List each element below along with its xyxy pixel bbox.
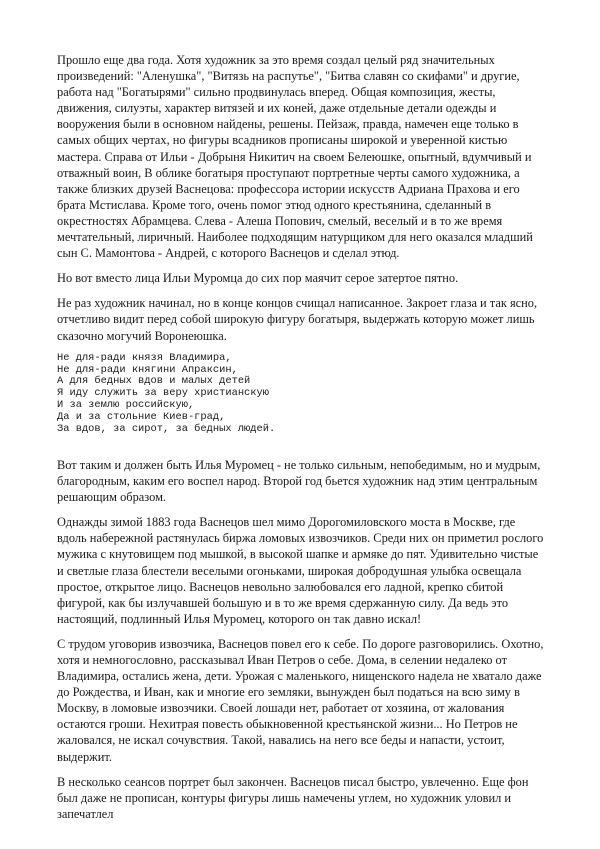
paragraph-5: Однажды зимой 1883 года Васнецов шел мимо Дорогомиловского моста в Москве, где вдоль набережной растянулась биржа ломовых извозчиков. Среди них он приметил рослого мужика с кнутовищем под мышкой, в высокой шапке и армяке до пят. Удивительно чистые и светлые глаза блестели веселыми огоньками, широкая добродушная улыбка освещала простое, открытое лицо. Васнецов невольно залюбовался его ладной, крепко сбитой фигурой, как бы излучавшей большую и в то же время сдержанную силу. Да ведь это настоящий, подлинный Илья Муромец, которого он так давно искал! bbox=[57, 515, 544, 626]
paragraph-6: С трудом уговорив извозчика, Васнецов повел его к себе. По дороге разговорились. Охотно, хотя и немногословно, рассказывал Иван Петров о себе. Дома, в селении недалеко от Владимира, остались жена, дети. Урожая с маленького, нищенского надела не хватало даже до Рождества, и Иван, как и многие его земляки, вынужден был податься на всю зиму в Москву, в ломовые извозчики. Своей лошади нет, работает от хозяина, от жалования остаются гроши. Нехитрая повесть обыкновенной крестьянской жизни... Но Петров не жаловался, не искал сочувствия. Такой, навались на него все беды и напасти, устоит, выдержит. bbox=[57, 636, 544, 764]
paragraph-3: Не раз художник начинал, но в конце концов счищал написанное. Закроет глаза и так ясно, отчетливо видит перед собой широкую фигуру богатыря, выдержать которую может лишь сказочно могучий Воронеюшка. bbox=[57, 296, 538, 343]
poem-line: Не для-ради князя Владимира, bbox=[57, 351, 232, 364]
paragraph-1: Прошло еще два года. Хотя художник за это время создал целый ряд значительных произведений: "Аленушка", "Витязь на распутье", "Битва славян со скифами" и другие, работа над "Богатырями" сильно продвинулась вперед. Общая композиция, жесты, движения, силуэты, характер витязей и их коней, даже отдельные детали одежды и вооружения были в основном найдены, решены. Пейзаж, правда, намечен еще только в самых общих чертах, но фигуры всадников прописаны широкой и уверенной кистью мастера. Справа от Ильи - Добрыня Никитич на своем Белеюшке, опытный, вдумчивый и отважный воин, В облике богатыря проступают портретные черты самого художника, а также близких друзей Васнецова: профессора истории искусств Адриана Прахова и его брата Мстислава. Кроме того, очень помог этюд одного крестьянина, сделанный в окрестностях Абрамцева. Слева - Алеша Попович, смелый, веселый и в то же время мечтательный, лиричный. Наиболее подходящим натурщиком для него оказался младший сын С. Мамонтова - Андрей, с которого Васнецов и сделал этюд. bbox=[57, 53, 533, 261]
poem-line: Не для-ради княгини Апраксин, bbox=[57, 363, 238, 376]
poem-line: Да и за стольние Киев-град, bbox=[57, 411, 226, 424]
paragraph-7: В несколько сеансов портрет был закончен. Васнецов писал быстро, увлеченно. Еще фон был даже не прописан, контуры фигуры лишь намечены углем, но художник уловил и запечатлел bbox=[57, 774, 529, 821]
poem-line: Я иду служить за веру христианскую bbox=[57, 387, 270, 400]
document-page bbox=[57, 52, 547, 831]
poem-line: А для бедных вдов и малых детей bbox=[57, 375, 251, 388]
poem-block bbox=[57, 353, 547, 436]
paragraph-2: Но вот вместо лица Ильи Муромца до сих пор маячит серое затертое пятно. bbox=[57, 271, 459, 286]
paragraph-4: Вот таким и должен быть Илья Муромец - не только сильным, непобедимым, но и мудрым, благородным, каким его воспел народ. Второй год бьется художник над этим центральным решающим образом. bbox=[57, 457, 541, 505]
poem-line: И за землю российскую, bbox=[57, 399, 195, 412]
poem-line: За вдов, за сирот, за бедных людей. bbox=[57, 423, 276, 436]
